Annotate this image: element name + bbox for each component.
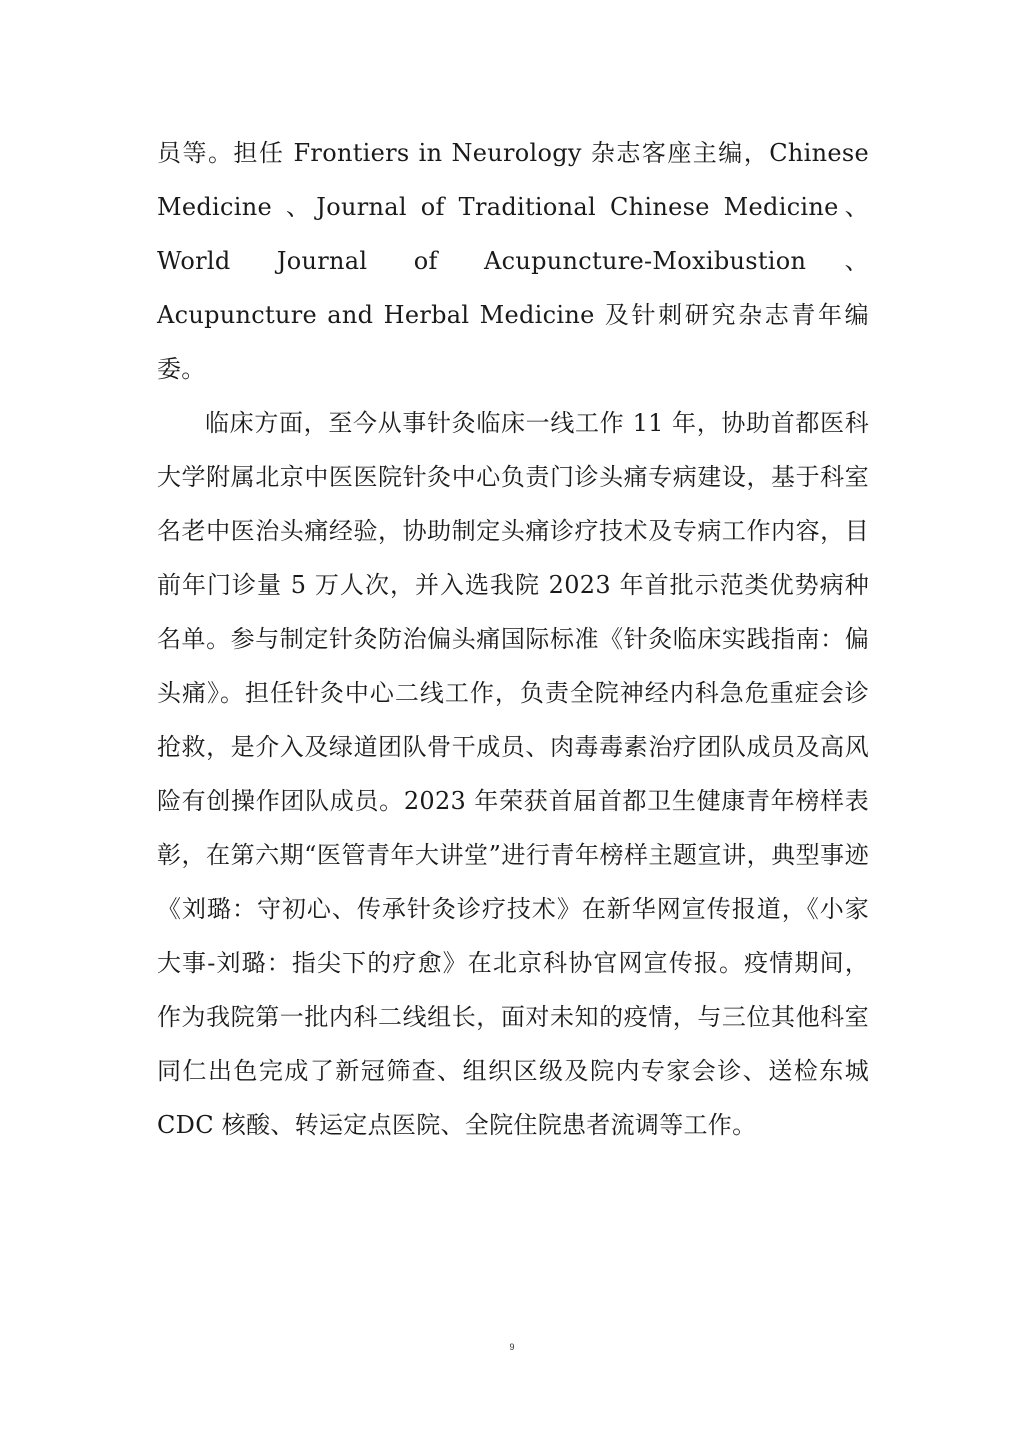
body-text <box>157 126 869 1152</box>
paragraph-clinical-work: 临床方面，至今从事针灸临床一线工作 11 年，协助首都医科大学附属北京中医医院针灸中心负责门诊头痛专病建设，基于科室名老中医治头痛经验，协助制定头痛诊疗技术及专病工作内容，目前年门诊量 5 万人次，并入选我院 2023 年首批示范类优势病种名单。参与制定针灸防治偏头痛国际标准《针灸临床实践指南：偏头痛》。担任针灸中心二线工作，负责全院神经内科急危重症会诊抢救，是介入及绿道团队骨干成员、肉毒毒素治疗团队成员及高风险有创操作团队成员。2023 年荣获首届首都卫生健康青年榜样表彰，在第六期“医管青年大讲堂”进行青年榜样主题宣讲，典型事迹《刘璐：守初心、传承针灸诊疗技术》在新华网宣传报道，《小家大事-刘璐：指尖下的疗愈》在北京科协官网宣传报。疫情期间，作为我院第一批内科二线组长，面对未知的疫情，与三位其他科室同仁出色完成了新冠筛查、组织区级及院内专家会诊、送检东城 CDC 核酸、转运定点医院、全院住院患者流调等工作。 <box>157 409 869 1139</box>
paragraph-editorial-roles: 员等。担任 Frontiers in Neurology 杂志客座主编，Chinese Medicine 、Journal of Traditional Chinese Medicine、World Journal of Acupuncture-Moxibustion、Acupuncture and Herbal Medicine 及针刺研究杂志青年编委。 <box>157 139 869 383</box>
page-number: 9 <box>509 1342 515 1352</box>
